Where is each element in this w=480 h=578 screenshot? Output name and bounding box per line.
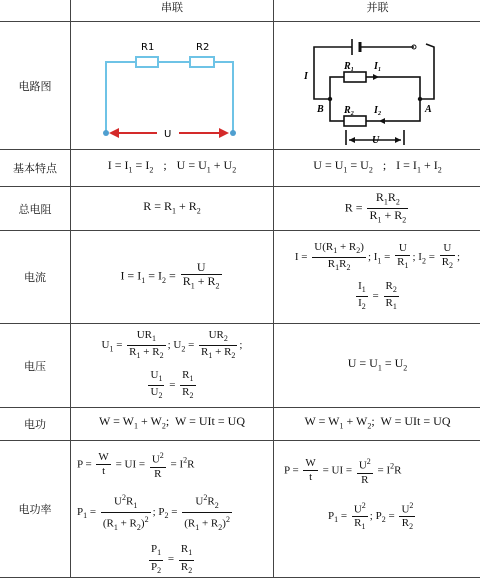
series-circuit-cell xyxy=(71,22,274,150)
row-label-power: 电功率 xyxy=(0,441,71,578)
series-r1-label: R1 xyxy=(141,42,154,53)
parallel-circuit-diagram xyxy=(274,22,480,145)
series-power-formula: P = $\frac{W}{t}$ = UI = $\frac{U^2}{R}$ = $I^2R$ $P_1$ = $\frac{U^2R_1}{(R_1 + R_2)^2}$ ; $P_2$ = $\frac{U^2R_2}{(R_1 + R_2)^2}$ $\frac{P_1}{P_2}$ = $\frac{R_1}{R_2}$ xyxy=(71,441,274,578)
series-basic-formula: $I = I_1 = I_2$ ; $U = U_1 + U_2$ xyxy=(71,150,274,187)
parallel-i-label: I xyxy=(303,71,309,82)
row-label-voltage: 电压 xyxy=(0,324,71,408)
series-r2-label: R2 xyxy=(196,42,209,53)
row-label-basic: 基本特点 xyxy=(0,150,71,187)
header-series: 串联 xyxy=(71,0,274,22)
parallel-r1-label: R₁ xyxy=(343,61,354,72)
parallel-basic-formula: $U = U_1 = U_2$ ; $I = I_1 + I_2$ xyxy=(274,150,480,187)
row-label-work: 电功 xyxy=(0,408,71,441)
header-parallel: 并联 xyxy=(274,0,480,22)
row-label-current: 电流 xyxy=(0,231,71,324)
row-label-resistance: 总电阻 xyxy=(0,187,71,231)
series-work-formula: $W = W_1 + W_2$; W = UIt = UQ xyxy=(71,408,274,441)
parallel-r2-label: R₂ xyxy=(343,105,354,116)
parallel-a-label: A xyxy=(424,104,432,115)
parallel-current-formula: I = $\frac{U(R_1 + R_2)}{R_1R_2}$ ; $I_1$ = $\frac{U}{R_1}$ ; $I_2$ = $\frac{U}{R_2}$ ; $\frac{I_1}{I_2}$ = $\frac{R_2}{R_1}$ xyxy=(274,231,480,324)
corner-cell xyxy=(0,0,71,22)
row-label-circuit: 电路图 xyxy=(0,22,71,150)
series-circuit-diagram xyxy=(71,22,273,145)
parallel-resistance-formula: R = $\frac{R_1R_2}{R_1 + R_2}$ xyxy=(274,187,480,231)
parallel-b-label: B xyxy=(316,104,324,115)
series-u-label: U xyxy=(164,129,171,140)
parallel-u-label: U xyxy=(372,135,380,145)
parallel-voltage-formula: $U = U_1 = U_2$ xyxy=(274,324,480,408)
parallel-i2-label: I₂ xyxy=(373,105,381,116)
parallel-circuit-cell xyxy=(274,22,480,150)
series-resistance-formula: $R = R_1 + R_2$ xyxy=(71,187,274,231)
parallel-work-formula: $W = W_1 + W_2$; W = UIt = UQ xyxy=(274,408,480,441)
parallel-i1-label: I₁ xyxy=(373,61,381,72)
parallel-power-formula: P = $\frac{W}{t}$ = UI = $\frac{U^2}{R}$ = $I^2R$ $P_1$ = $\frac{U^2}{R_1}$ ; $P_2$ = $\frac{U^2}{R_2}$ xyxy=(274,441,480,578)
series-voltage-formula: $U_1$ = $\frac{UR_1}{R_1 + R_2}$ ; $U_2$ = $\frac{UR_2}{R_1 + R_2}$ ; $\frac{U_1}{U_2}$ = $\frac{R_1}{R_2}$ xyxy=(71,324,274,408)
series-current-formula: $I = I_1 = I_2$ = $\frac{U}{R_1 + R_2}$ xyxy=(71,231,274,324)
